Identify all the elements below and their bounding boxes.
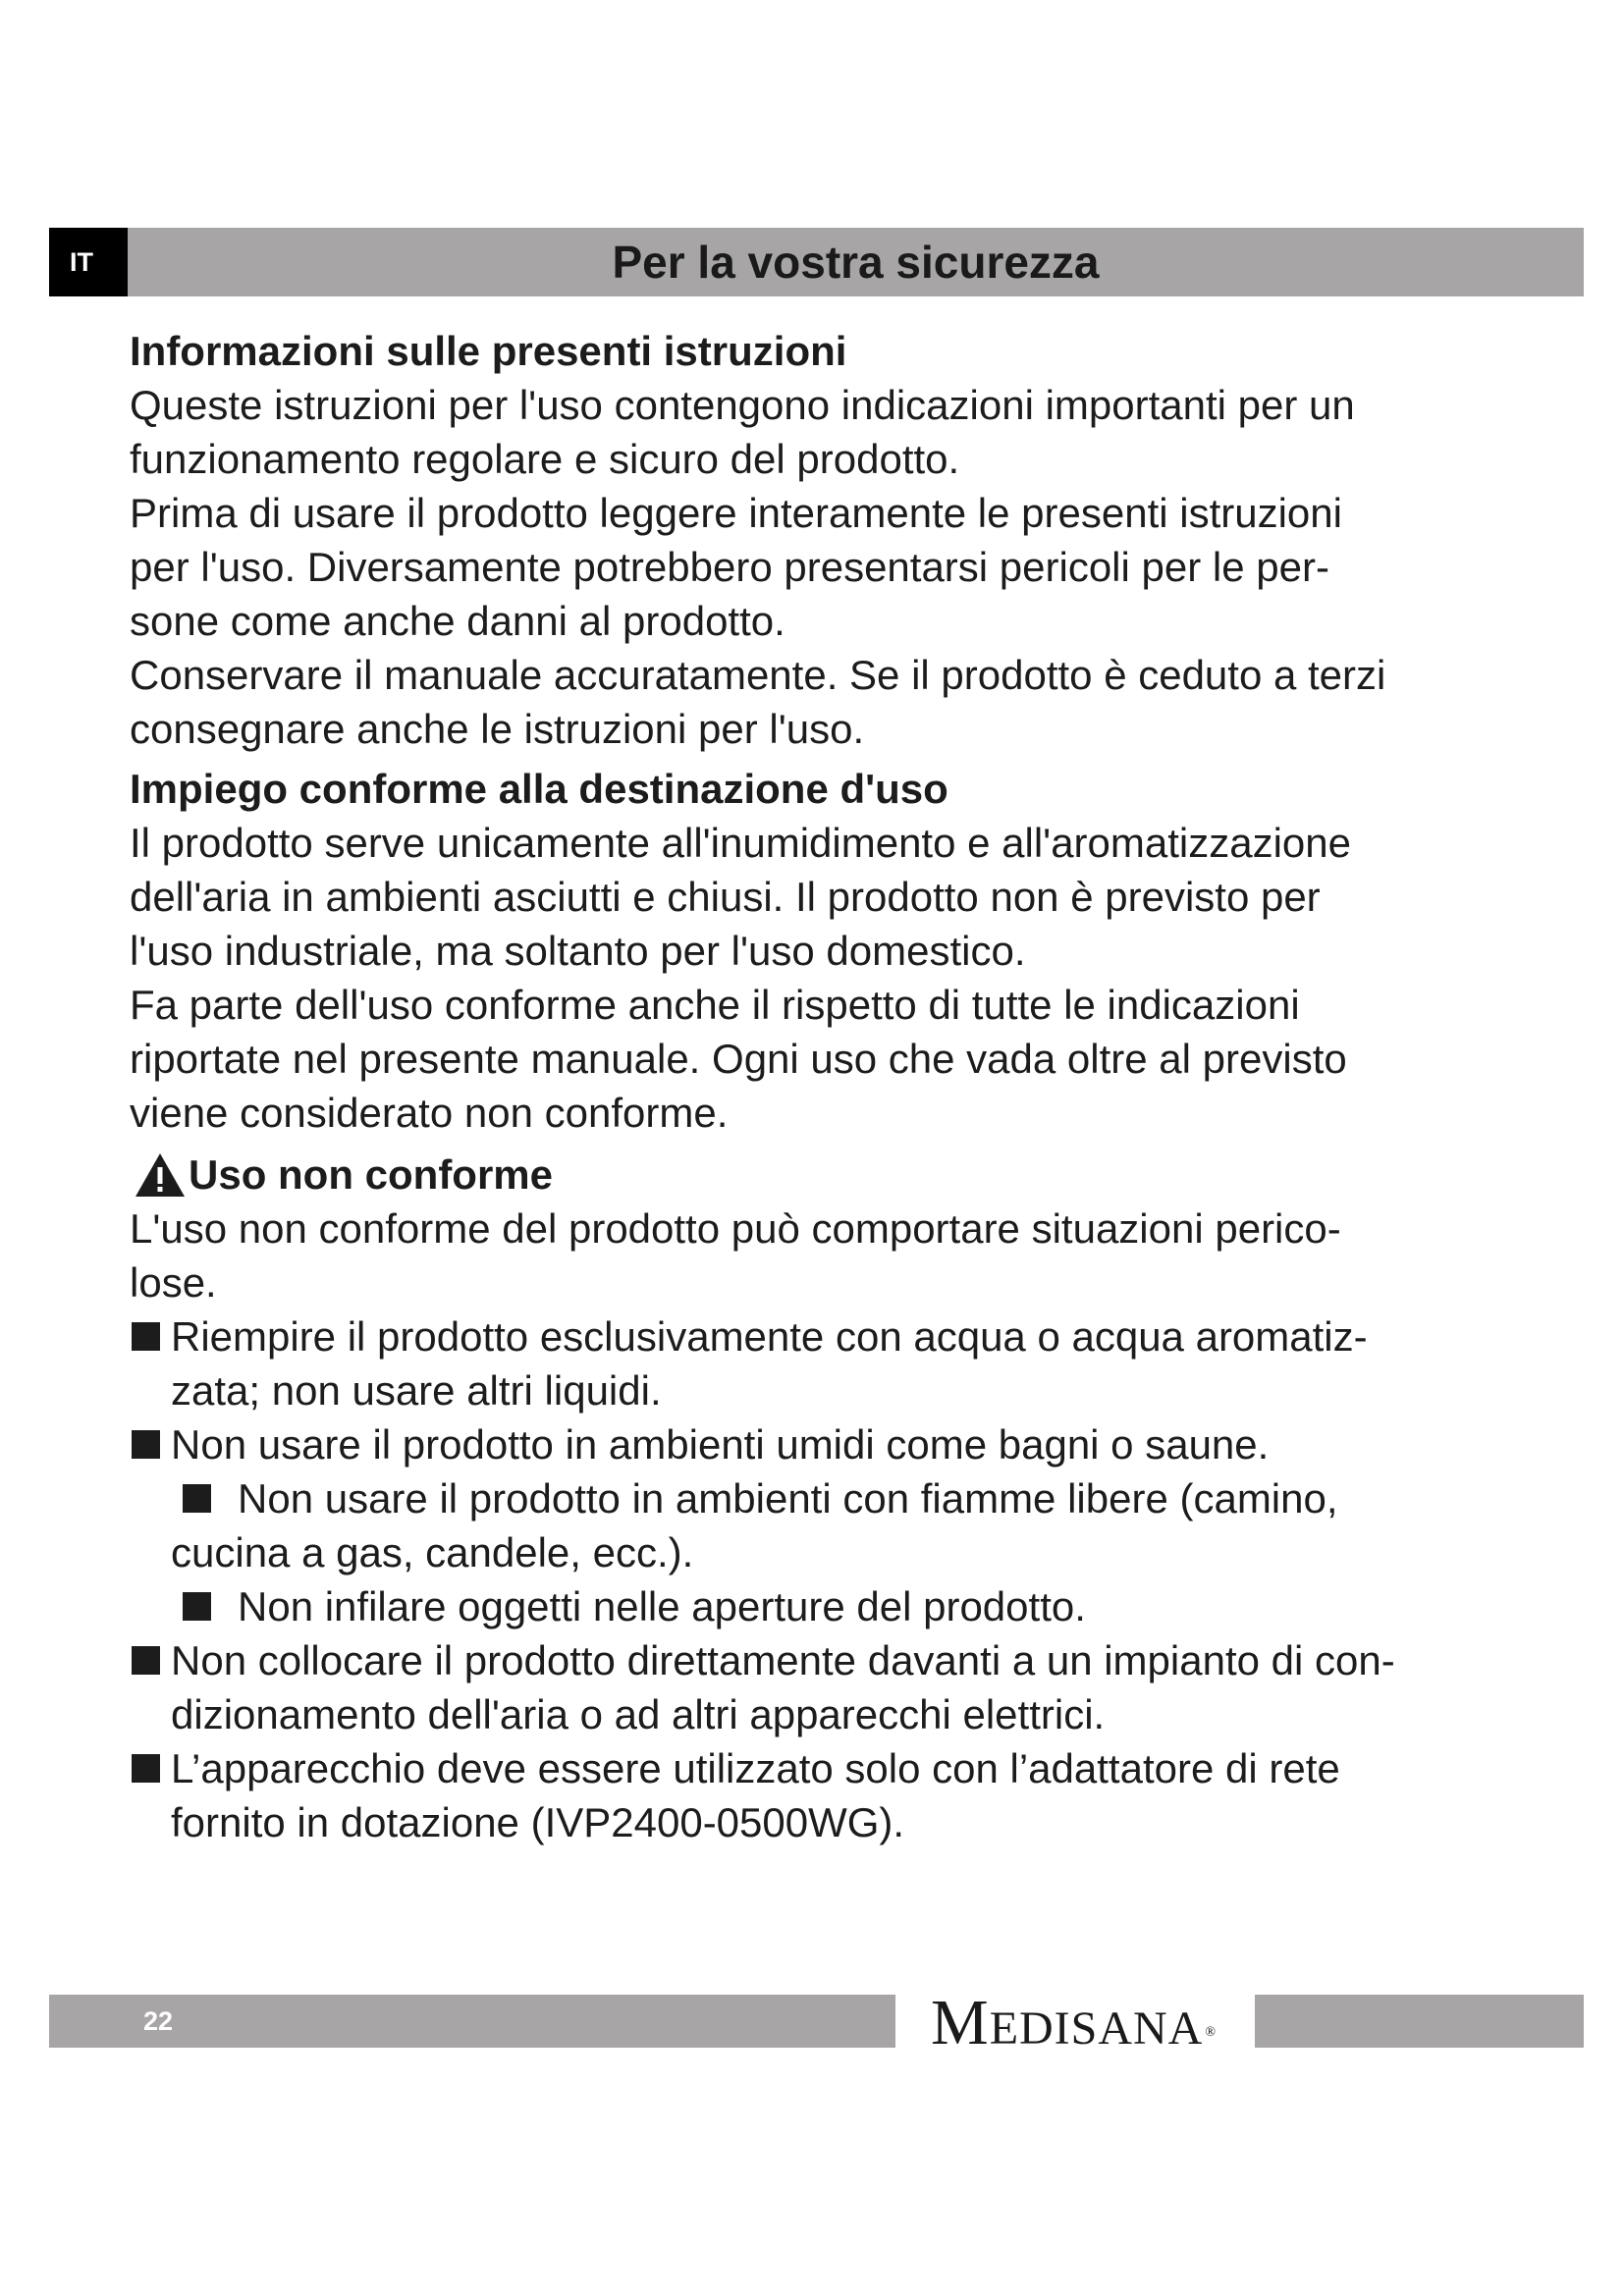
text-line: lose. xyxy=(130,1259,217,1306)
misuse-heading-row xyxy=(130,1148,1524,1201)
list-item-line: Non usare il prodotto in ambienti con fiamme libere (camino, xyxy=(238,1475,1338,1522)
square-bullet-icon xyxy=(183,1484,211,1513)
page-number: 22 xyxy=(49,1995,895,2048)
text-line: Prima di usare il prodotto leggere interamente le presenti istruzioni xyxy=(130,490,1342,536)
list-item-line: Non infilare oggetti nelle aperture del prodotto. xyxy=(238,1583,1086,1629)
list-item xyxy=(130,1309,1524,1417)
text-line: sone come anche danni al prodotto. xyxy=(130,598,785,644)
list-item xyxy=(130,1579,1524,1633)
page-header xyxy=(49,228,1584,296)
text-line: per l'uso. Diversamente potrebbero presentarsi pericoli per le per- xyxy=(130,544,1329,590)
square-bullet-icon xyxy=(132,1430,160,1459)
list-item-line: dizionamento dell'aria o ad altri apparecchi elettrici. xyxy=(171,1691,1106,1737)
text-line: Conservare il manuale accuratamente. Se il prodotto è ceduto a terzi xyxy=(130,652,1386,698)
list-item-line: Non usare il prodotto in ambienti umidi come bagni o saune. xyxy=(171,1421,1270,1468)
text-line: funzionamento regolare e sicuro del prodotto. xyxy=(130,436,960,482)
list-item-line: fornito in dotazione (IVP2400-0500WG). xyxy=(171,1799,905,1845)
language-tag: IT xyxy=(49,228,128,296)
list-item-line: cucina a gas, candele, ecc.). xyxy=(171,1529,694,1575)
text-line: Il prodotto serve unicamente all'inumidimento e all'aromatizzazione xyxy=(130,820,1352,866)
section-heading-info: Informazioni sulle presenti istruzioni xyxy=(130,328,847,374)
text-line: l'uso industriale, ma soltanto per l'uso domestico. xyxy=(130,928,1026,974)
page-title: Per la vostra sicurezza xyxy=(128,228,1584,296)
text-line: L'uso non conforme del prodotto può comportare situazioni perico- xyxy=(130,1205,1341,1252)
list-item-line: Riempire il prodotto esclusivamente con acqua o acqua aromatiz- xyxy=(171,1313,1368,1360)
list-item xyxy=(130,1741,1524,1849)
list-item-line: Non collocare il prodotto direttamente davanti a un impianto di con- xyxy=(171,1637,1395,1683)
text-line: consegnare anche le istruzioni per l'uso. xyxy=(130,706,865,752)
square-bullet-icon xyxy=(132,1754,160,1783)
warning-triangle-icon xyxy=(134,1150,187,1200)
text-line: riportate nel presente manuale. Ogni uso che vada oltre al previsto xyxy=(130,1036,1347,1082)
square-bullet-icon xyxy=(132,1646,160,1675)
list-item-line: zata; non usare altri liquidi. xyxy=(171,1367,662,1414)
list-item xyxy=(130,1417,1524,1471)
list-item xyxy=(130,1471,1524,1579)
text-line: Fa parte dell'uso conforme anche il rispetto di tutte le indicazioni xyxy=(130,982,1300,1028)
section-heading-use: Impiego conforme alla destinazione d'uso xyxy=(130,766,948,812)
list-item xyxy=(130,1633,1524,1741)
page-content xyxy=(130,324,1524,1849)
section-heading-misuse: Uso non conforme xyxy=(189,1151,554,1198)
text-line: Queste istruzioni per l'uso contengono indicazioni importanti per un xyxy=(130,382,1355,428)
square-bullet-icon xyxy=(132,1322,160,1351)
brand-logo: MEDISANA ® xyxy=(931,1987,1217,2058)
list-item-line: L’apparecchio deve essere utilizzato solo con l’adattatore di rete xyxy=(171,1745,1340,1791)
text-line: viene considerato non conforme. xyxy=(130,1090,729,1136)
footer-bar xyxy=(1255,1995,1584,2048)
page-footer xyxy=(49,1987,1584,2058)
text-line: dell'aria in ambienti asciutti e chiusi. Il prodotto non è previsto per xyxy=(130,874,1321,920)
square-bullet-icon xyxy=(183,1592,211,1621)
